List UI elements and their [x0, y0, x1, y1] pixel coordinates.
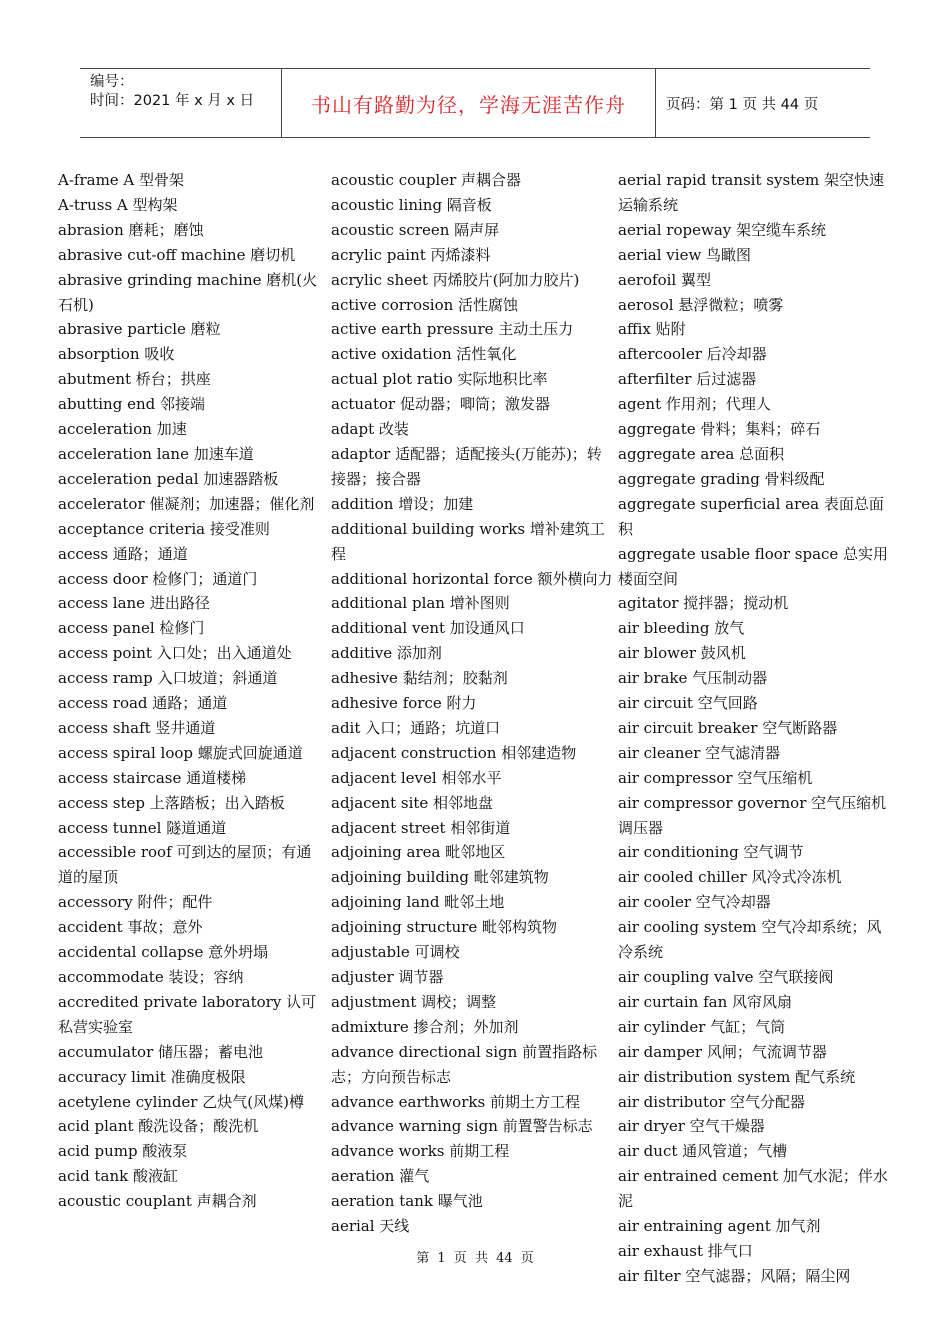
glossary-entry: adjoining structure 毗邻构筑物 [331, 918, 557, 937]
glossary-entry: air brake 气压制动器 [618, 669, 768, 688]
glossary-entry: admixture 掺合剂；外加剂 [331, 1017, 519, 1036]
glossary-entry: adhesive force 附力 [331, 694, 477, 713]
glossary-entry: additional plan 增补图则 [331, 594, 510, 613]
glossary-entry: A-frame A 型骨架 [58, 171, 185, 189]
glossary-entry: adjacent street 相邻街道 [331, 818, 511, 837]
glossary-entry: agent 作用剂；代理人 [618, 395, 771, 414]
glossary-entry: acceleration pedal 加速器踏板 [58, 469, 279, 488]
glossary-entry: acid plant 酸洗设备；酸洗机 [58, 1117, 259, 1136]
glossary-entry: air cylinder 气缸；气筒 [618, 1017, 786, 1036]
glossary-entry: aerial 天线 [331, 1217, 410, 1236]
glossary-entry: afterfilter 后过滤器 [618, 370, 757, 389]
glossary-entry: air damper 风闸；气流调节器 [618, 1042, 827, 1061]
glossary-entry: air distributor 空气分配器 [618, 1092, 806, 1111]
footer-page-num: 1 [437, 1251, 446, 1266]
glossary-entry: air conditioning 空气调节 [618, 843, 804, 862]
glossary-entry: adjoining land 毗邻土地 [331, 893, 505, 912]
glossary-entry: adjustable 可调校 [331, 943, 460, 962]
glossary-entry: accident 事故；意外 [58, 918, 203, 937]
footer-total-num: 44 [496, 1251, 513, 1266]
glossary-entry: air distribution system 配气系统 [618, 1067, 856, 1086]
glossary-entry: acoustic couplant 声耦合剂 [58, 1192, 257, 1211]
glossary-entry: aerial view 鸟瞰图 [618, 245, 752, 264]
glossary-entry: additional vent 加设通风口 [331, 619, 525, 638]
glossary-entry: advance directional sign 前置指路标志；方向预告标志 [331, 1042, 598, 1086]
glossary-entry: air compressor 空气压缩机 [618, 768, 813, 787]
number-label: 编号： [90, 74, 134, 90]
glossary-entry: adjustment 调校；调整 [331, 992, 497, 1011]
glossary-entry: air circuit 空气回路 [618, 694, 758, 713]
glossary-entry: air cooling system 空气冷却系统；风冷系统 [618, 918, 882, 962]
glossary-entry: acoustic screen 隔声屏 [331, 220, 500, 239]
glossary-entry: actual plot ratio 实际地积比率 [331, 370, 548, 389]
glossary-entry: aggregate grading 骨料级配 [618, 469, 825, 488]
header-meta [80, 69, 282, 137]
glossary-entry: accommodate 装设；容纳 [58, 968, 244, 986]
glossary-entry: acrylic sheet 丙烯胶片(阿加力胶片) [331, 270, 580, 289]
glossary-entry: abrasion 磨耗；磨蚀 [58, 220, 204, 239]
glossary-entry: access panel 检修门 [58, 619, 205, 638]
glossary-entry: access staircase 通道楼梯 [58, 768, 247, 787]
glossary-entry: advance warning sign 前置警告标志 [331, 1117, 593, 1136]
glossary-entry: accredited private laboratory 认可私营实验室 [58, 992, 317, 1036]
glossary-entry: additive 添加剂 [331, 644, 442, 663]
glossary-entry: accessory 附件；配件 [58, 893, 213, 912]
glossary-entry: adapt 改装 [331, 420, 409, 439]
glossary-entry: air curtain fan 风帘风扇 [618, 992, 793, 1011]
glossary-entry: adhesive 黏结剂；胶黏剂 [331, 669, 508, 688]
glossary-entry: accuracy limit 准确度极限 [58, 1067, 246, 1086]
glossary-entry: aeration 灌气 [331, 1167, 430, 1186]
glossary-entry: acoustic coupler 声耦合器 [331, 171, 522, 189]
glossary-entry: advance works 前期工程 [331, 1142, 510, 1161]
glossary-entry: access spiral loop 螺旋式回旋通道 [58, 743, 303, 762]
glossary-entry: acceleration lane 加速车道 [58, 444, 254, 463]
glossary-entry: accumulator 储压器；蓄电池 [58, 1042, 264, 1061]
glossary-entry: access lane 进出路径 [58, 594, 210, 613]
glossary-entry: adjuster 调节器 [331, 968, 444, 986]
glossary-entry: access ramp 入口坡道；斜通道 [58, 669, 278, 688]
glossary-entry: accelerator 催凝剂；加速器；催化剂 [58, 494, 315, 513]
glossary-entry: accidental collapse 意外坍塌 [58, 943, 269, 962]
glossary-entry: aerial rapid transit system 架空快速运输系统 [618, 171, 885, 214]
glossary-entry: air compressor governor 空气压缩机调压器 [618, 793, 887, 837]
glossary-entry: abrasive cut-off machine 磨切机 [58, 245, 296, 264]
glossary-entry: addition 增设；加建 [331, 494, 474, 513]
glossary-entry: adaptor 适配器；适配接头(万能苏)；转接器；接合器 [331, 444, 602, 488]
glossary-entry: air blower 鼓风机 [618, 644, 746, 663]
glossary-entry: access road 通路；通道 [58, 694, 228, 713]
glossary-entry: accessible roof 可到达的屋顶；有通道的屋顶 [58, 843, 312, 887]
glossary-column-3 [618, 168, 896, 1289]
glossary-entry: active oxidation 活性氧化 [331, 345, 517, 364]
glossary-entry: acceptance criteria 接受准则 [58, 519, 270, 538]
glossary-entry: air bleeding 放气 [618, 619, 745, 638]
header-motto: 书山有路勤为径，学海无涯苦作舟 [282, 69, 656, 137]
glossary-entry: abutting end 邻接端 [58, 395, 205, 414]
glossary-entry: adjoining area 毗邻地区 [331, 843, 506, 862]
footer-total-unit: 页 [520, 1251, 534, 1266]
glossary-entry: advance earthworks 前期土方工程 [331, 1092, 580, 1111]
glossary-entry: adit 入口；通路；坑道口 [331, 718, 501, 737]
glossary-entry: access door 检修门；通道门 [58, 569, 258, 588]
glossary-entry: abrasive particle 磨粒 [58, 320, 221, 339]
glossary-entry: aggregate usable floor space 总实用楼面空间 [618, 544, 889, 588]
glossary-entry: air exhaust 排气口 [618, 1241, 753, 1260]
glossary-column-2 [331, 168, 613, 1239]
glossary-entry: abutment 桥台；拱座 [58, 370, 211, 389]
glossary-entry: air cooled chiller 风冷式冷冻机 [618, 868, 842, 887]
glossary-entry: access 通路；通道 [58, 544, 188, 563]
glossary-entry: acetylene cylinder 乙炔气(风煤)樽 [58, 1092, 304, 1111]
page-footer [0, 1247, 950, 1266]
glossary-entry: air dryer 空气干燥器 [618, 1117, 765, 1136]
glossary-entry: air coupling valve 空气联接阀 [618, 968, 834, 986]
glossary-entry: air filter 空气滤器；风隔；隔尘网 [618, 1266, 851, 1285]
glossary-entry: access tunnel 隧道通道 [58, 818, 227, 837]
glossary-entry: adjacent level 相邻水平 [331, 768, 502, 787]
glossary-entry: adjacent site 相邻地盘 [331, 793, 494, 812]
glossary-column-1 [58, 168, 320, 1214]
glossary-entry: air entraining agent 加气剂 [618, 1217, 821, 1236]
glossary-entry: aerosol 悬浮微粒；喷雾 [618, 295, 784, 314]
glossary-entry: additional horizontal force 额外横向力 [331, 569, 613, 588]
glossary-entry: air entrained cement 加气水泥；伴水泥 [618, 1167, 888, 1211]
glossary-entry: adjoining building 毗邻建筑物 [331, 868, 549, 887]
glossary-entry: acceleration 加速 [58, 420, 187, 439]
glossary-entry: aerofoil 翼型 [618, 270, 711, 289]
glossary-entry: active earth pressure 主动土压力 [331, 320, 574, 339]
glossary-entry: additional building works 增补建筑工程 [331, 519, 605, 563]
page-header [80, 68, 870, 138]
glossary-entry: acid tank 酸液缸 [58, 1167, 179, 1186]
glossary-entry: aeration tank 曝气池 [331, 1192, 483, 1211]
glossary-entry: air cleaner 空气滤清器 [618, 743, 781, 762]
glossary-entry: aggregate 骨料；集料；碎石 [618, 420, 821, 439]
glossary-entry: acid pump 酸液泵 [58, 1142, 188, 1161]
footer-total-word: 共 [474, 1251, 488, 1266]
glossary-entry: absorption 吸收 [58, 345, 175, 364]
glossary-entry: adjacent construction 相邻建造物 [331, 743, 577, 762]
glossary-entry: air cooler 空气冷却器 [618, 893, 771, 912]
glossary-entry: air circuit breaker 空气断路器 [618, 718, 838, 737]
glossary-entry: agitator 搅拌器；搅动机 [618, 594, 789, 613]
header-page-info: 页码：第 1 页 共 44 页 [666, 96, 819, 113]
glossary-entry: active corrosion 活性腐蚀 [331, 295, 519, 314]
glossary-entry: aggregate superficial area 表面总面积 [618, 494, 884, 538]
time-label: 时间：2021 年 x 月 x 日 [90, 93, 255, 109]
glossary-entry: aerial ropeway 架空缆车系统 [618, 220, 827, 239]
glossary-entry: aftercooler 后冷却器 [618, 345, 767, 364]
glossary-entry: A-truss A 型构架 [58, 195, 178, 214]
glossary-entry: acrylic paint 丙烯漆料 [331, 245, 491, 264]
footer-page-unit: 页 [453, 1251, 467, 1266]
glossary-entry: access step 上落踏板；出入踏板 [58, 793, 285, 812]
footer-page-word: 第 [416, 1251, 430, 1266]
glossary-entry: air duct 通风管道；气槽 [618, 1142, 788, 1161]
glossary-entry: acoustic lining 隔音板 [331, 195, 492, 214]
glossary-entry: affix 贴附 [618, 320, 686, 339]
glossary-entry: access point 入口处；出入通道处 [58, 644, 292, 663]
glossary-entry: aggregate area 总面积 [618, 444, 785, 463]
glossary-entry: abrasive grinding machine 磨机(火石机) [58, 270, 318, 314]
glossary-entry: access shaft 竖井通道 [58, 718, 216, 737]
glossary-entry: actuator 促动器；唧筒；激发器 [331, 395, 550, 414]
